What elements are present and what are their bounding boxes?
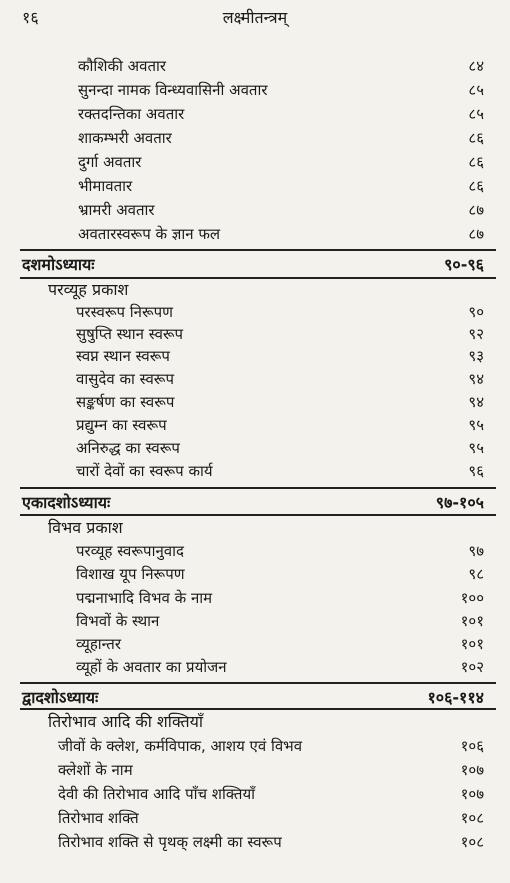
list-item: सुषुप्ति स्थान स्वरूप ९२ [76, 325, 484, 343]
list-item: तिरोभाव शक्ति १०८ [58, 809, 484, 827]
list-item: व्यूहान्तर १०१ [76, 635, 484, 653]
list-item: व्यूहों के अवतार का प्रयोजन १०२ [76, 658, 484, 676]
list-item: जीवों के क्लेश, कर्मविपाक, आशय एवं विभव १०६ [58, 737, 484, 755]
list-item: सुनन्दा नामक विन्ध्यवासिनी अवतार ८५ [78, 81, 484, 99]
chapter-heading: द्वादशोऽध्यायः १०६-११४ [22, 688, 484, 707]
list-item: परस्वरूप निरूपण ९० [76, 303, 484, 321]
list-item: क्लेशों के नाम १०७ [58, 761, 484, 779]
list-item: रक्तदन्तिका अवतार ८५ [78, 105, 484, 123]
list-item: सङ्कर्षण का स्वरूप ९४ [76, 393, 484, 411]
list-item: भ्रामरी अवतार ८७ [78, 201, 484, 219]
list-item: स्वप्न स्थान स्वरूप ९३ [76, 347, 484, 365]
list-item: विभवों के स्थान १०१ [76, 612, 484, 630]
list-item: अनिरुद्ध का स्वरूप ९५ [76, 439, 484, 457]
chapter-heading: एकादशोऽध्यायः ९७-१०५ [22, 493, 484, 512]
list-item: परव्यूह स्वरूपानुवाद ९७ [76, 542, 484, 560]
section-heading: तिरोभाव आदि की शक्तियाँ [48, 712, 204, 731]
section-heading: परव्यूह प्रकाश [48, 280, 129, 299]
list-item: अवतारस्वरूप के ज्ञान फल ८७ [78, 225, 484, 243]
list-item: कौशिकी अवतार ८४ [78, 57, 484, 75]
list-item: दुर्गा अवतार ८६ [78, 153, 484, 171]
section-heading: विभव प्रकाश [48, 518, 123, 537]
divider [20, 249, 496, 251]
divider [20, 682, 496, 684]
page-number: १६ [22, 8, 39, 27]
list-item: शाकम्भरी अवतार ८६ [78, 129, 484, 147]
list-item: प्रद्युम्न का स्वरूप ९५ [76, 416, 484, 434]
list-item: वासुदेव का स्वरूप ९४ [76, 370, 484, 388]
list-item: तिरोभाव शक्ति से पृथक् लक्ष्मी का स्वरूप १०८ [58, 833, 484, 851]
list-item: पद्मनाभादि विभव के नाम १०० [76, 589, 484, 607]
list-item: विशाख यूप निरूपण ९८ [76, 565, 484, 583]
divider [20, 487, 496, 489]
chapter-heading: दशमोऽध्यायः ९०-९६ [22, 255, 484, 274]
list-item: चारों देवों का स्वरूप कार्य ९६ [76, 462, 484, 480]
running-title: लक्ष्मीतन्त्रम् [222, 8, 288, 27]
list-item: देवी की तिरोभाव आदि पाँच शक्तियाँ १०७ [58, 785, 484, 803]
list-item: भीमावतार ८६ [78, 177, 484, 195]
